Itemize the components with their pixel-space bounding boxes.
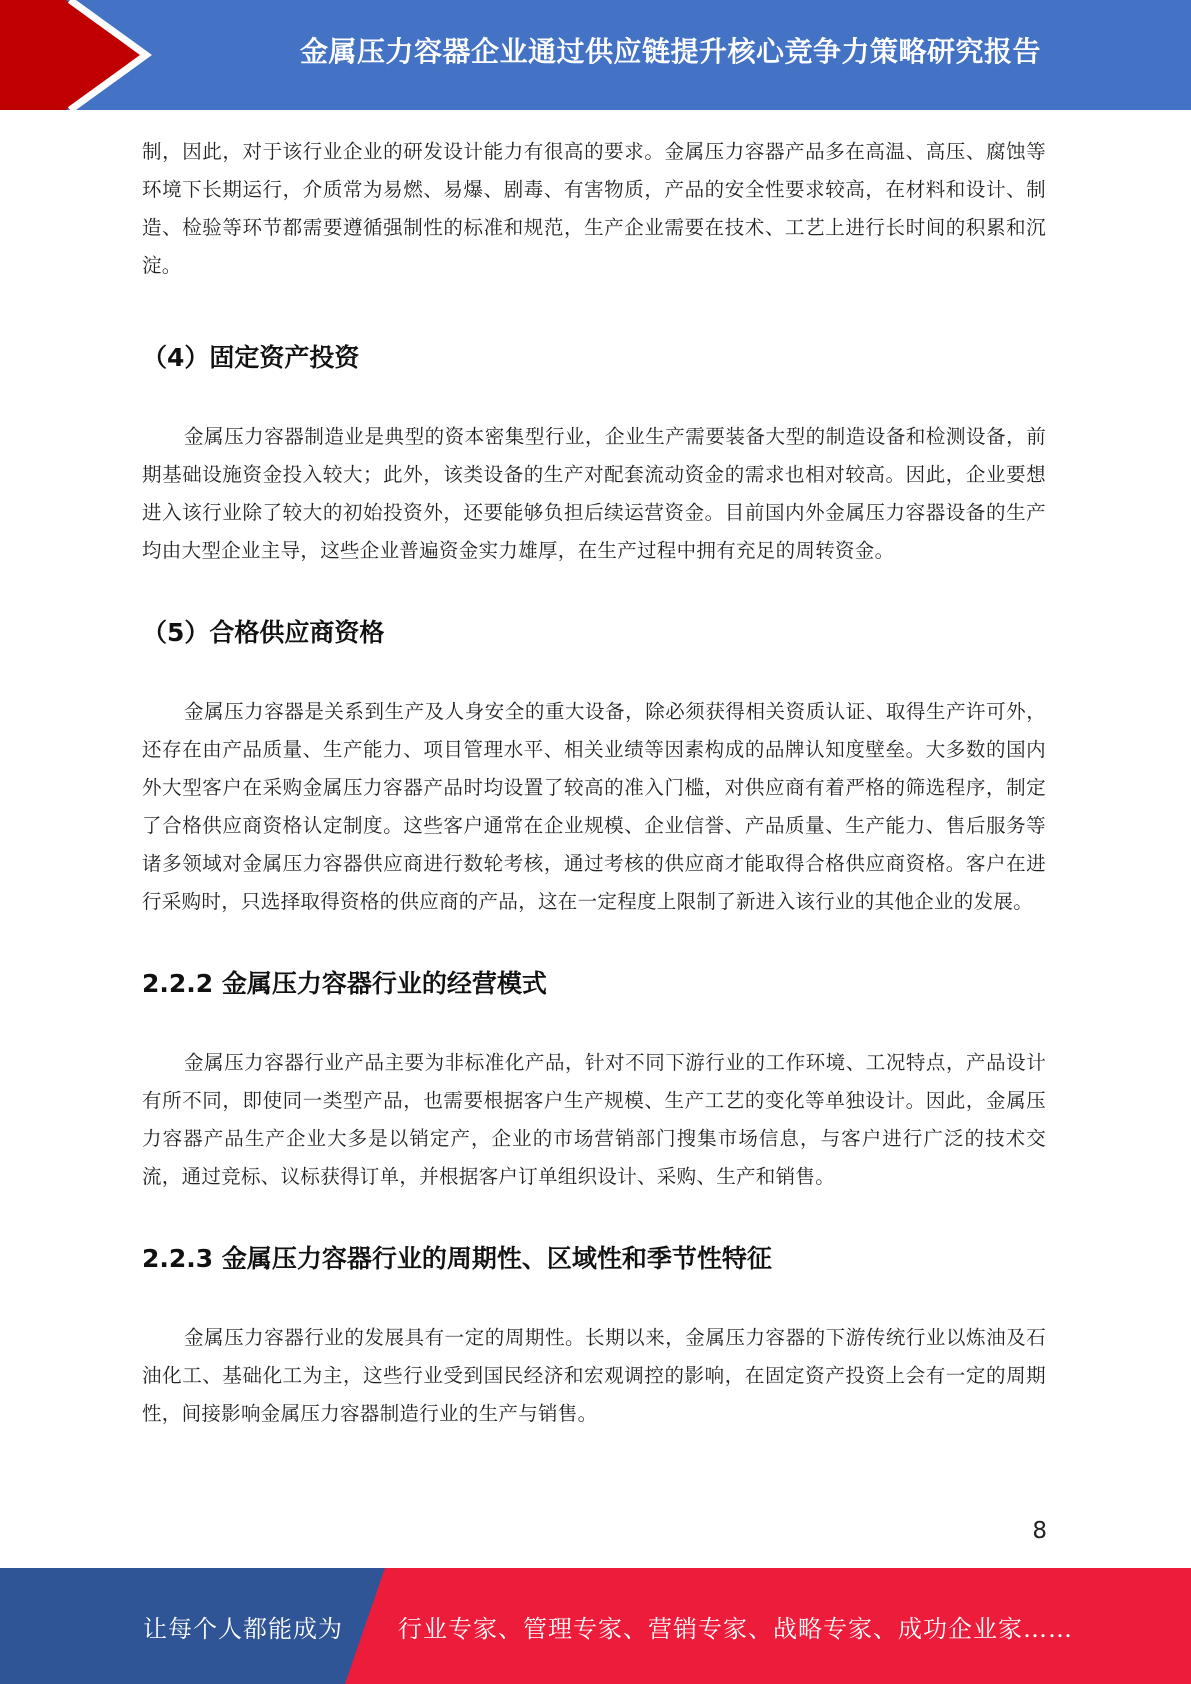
header-arrow-decoration bbox=[0, 0, 160, 110]
paragraph-section-2-2-2: 金属压力容器行业产品主要为非标准化产品，针对不同下游行业的工作环境、工况特点，产品设计有所不同，即使同一类型产品，也需要根据客户生产规模、生产工艺的变化等单独设计。因此，金属压力容器产品生产企业大多是以销定产，企业的市场营销部门搜集市场信息，与客户进行广泛的技术交流，通过竞标、议标获得订单，并根据客户订单组织设计、采购、生产和销售。 bbox=[142, 1051, 1046, 1188]
heading-section-2-2-3: 2.2.3 金属压力容器行业的周期性、区域性和季节性特征 bbox=[142, 1244, 772, 1273]
header-title: 金属压力容器企业通过供应链提升核心竞争力策略研究报告 bbox=[299, 35, 1041, 68]
paragraph-fixed-asset-investment: 金属压力容器制造业是典型的资本密集型行业，企业生产需要装备大型的制造设备和检测设备，前期基础设施资金投入较大；此外，该类设备的生产对配套流动资金的需求也相对较高。因此，企业要想进入该行业除了较大的初始投资外，还要能够负担后续运营资金。目前国内外金属压力容器设备的生产均由大型企业主导，这些企业普遍资金实力雄厚，在生产过程中拥有充足的周转资金。 bbox=[142, 425, 1046, 562]
heading-fixed-asset-investment: （4）固定资产投资 bbox=[142, 343, 360, 372]
page-header bbox=[0, 0, 1191, 110]
page-footer bbox=[0, 1568, 1191, 1684]
paragraph-qualified-supplier: 金属压力容器是关系到生产及人身安全的重大设备，除必须获得相关资质认证、取得生产许可外，还存在由产品质量、生产能力、项目管理水平、相关业绩等因素构成的品牌认知度壁垒。大多数的国内外大型客户在采购金属压力容器产品时均设置了较高的准入门槛，对供应商有着严格的筛选程序，制定了合格供应商资格认定制度。这些客户通常在企业规模、企业信誉、产品质量、生产能力、售后服务等诸多领域对金属压力容器供应商进行数轮考核，通过考核的供应商才能取得合格供应商资格。客户在进行采购时，只选择取得资格的供应商的产品，这在一定程度上限制了新进入该行业的其他企业的发展。 bbox=[142, 700, 1046, 913]
paragraph-intro: 制，因此，对于该行业企业的研发设计能力有很高的要求。金属压力容器产品多在高温、高压、腐蚀等环境下长期运行，介质常为易燃、易爆、剧毒、有害物质，产品的安全性要求较高，在材料和设计、制造、检验等环节都需要遵循强制性的标准和规范，生产企业需要在技术、工艺上进行长时间的积累和沉淀。 bbox=[142, 140, 1046, 277]
paragraph-section-2-2-3: 金属压力容器行业的发展具有一定的周期性。长期以来，金属压力容器的下游传统行业以炼油及石油化工、基础化工为主，这些行业受到国民经济和宏观调控的影响，在固定资产投资上会有一定的周期性，间接影响金属压力容器制造行业的生产与销售。 bbox=[142, 1326, 1046, 1425]
heading-section-2-2-2: 2.2.2 金属压力容器行业的经营模式 bbox=[142, 969, 547, 998]
footer-slogan-left: 让每个人都能成为 bbox=[143, 1614, 343, 1643]
footer-slogan-right: 行业专家、管理专家、营销专家、战略专家、成功企业家…… bbox=[398, 1614, 1073, 1643]
page-number: 8 bbox=[1032, 1518, 1047, 1544]
heading-qualified-supplier: （5）合格供应商资格 bbox=[142, 618, 385, 647]
document-body bbox=[142, 133, 1046, 1433]
